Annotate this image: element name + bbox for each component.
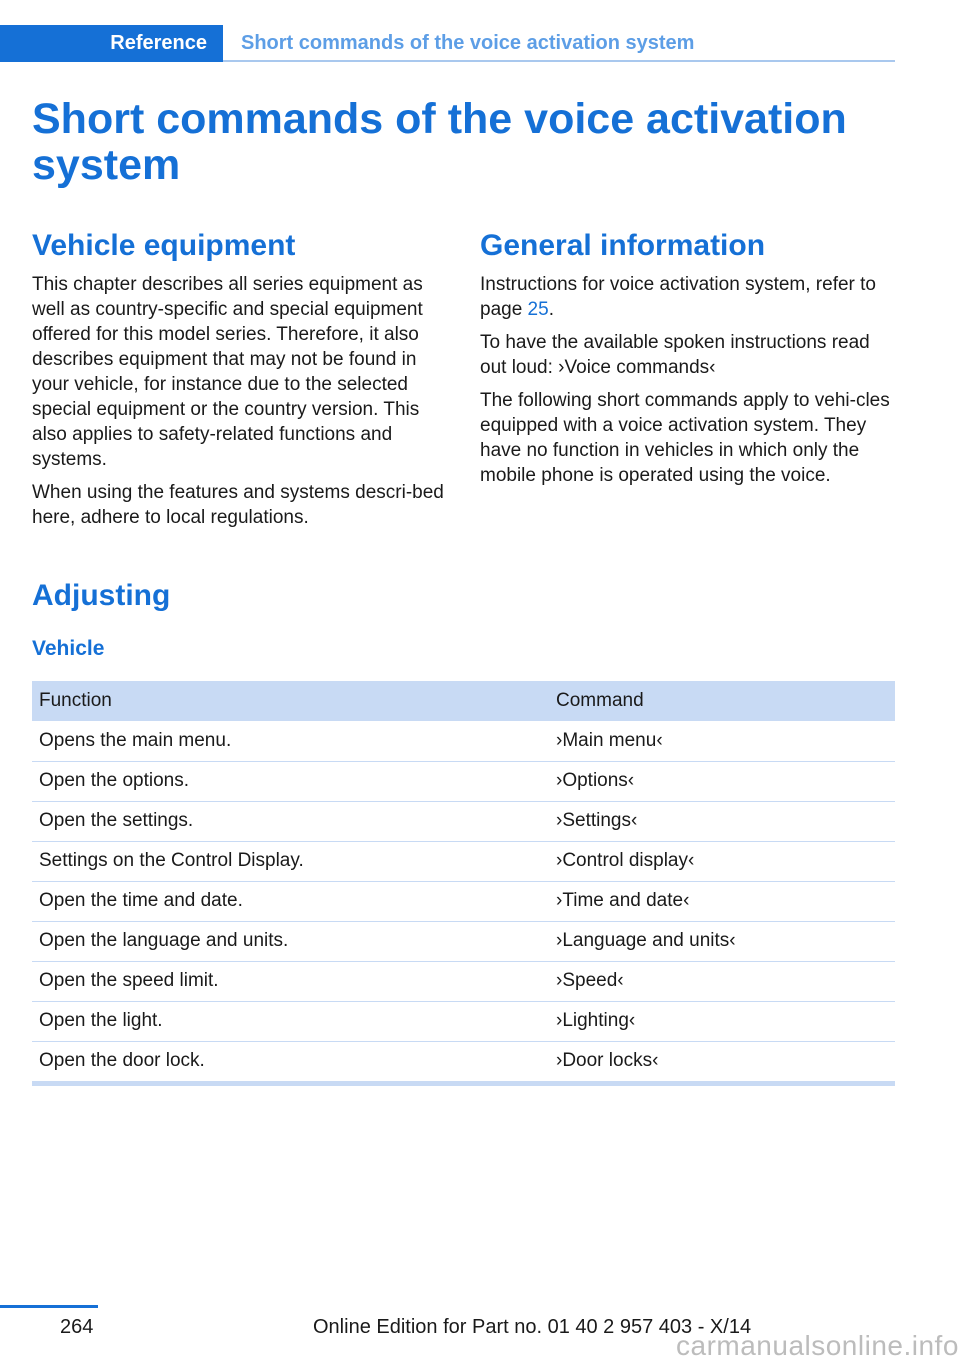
function-cell: Open the language and units. <box>32 921 549 961</box>
p1-end: . <box>548 299 554 320</box>
column-header-function: Function <box>32 681 549 721</box>
function-cell: Open the settings. <box>32 801 549 841</box>
function-cell: Open the door lock. <box>32 1041 549 1081</box>
command-cell: ›Settings‹ <box>549 801 895 841</box>
command-cell: ›Time and date‹ <box>549 881 895 921</box>
p1-text: Instructions for voice activation system, refer to page <box>480 274 876 320</box>
table-row <box>32 961 895 1001</box>
function-cell: Settings on the Control Display. <box>32 841 549 881</box>
table-row <box>32 841 895 881</box>
table-row <box>32 921 895 961</box>
table-row <box>32 881 895 921</box>
column-header-command: Command <box>549 681 895 721</box>
vehicle-subheading: Vehicle <box>32 637 105 660</box>
command-cell: ›Control display‹ <box>549 841 895 881</box>
header-rule <box>223 60 895 62</box>
vehicle-equipment-paragraph-2: When using the features and systems descri‐bed here, adhere to local regulations. <box>32 482 444 528</box>
page-link[interactable]: 25 <box>527 299 549 320</box>
command-cell: ›Options‹ <box>549 761 895 801</box>
general-information-paragraph-3: The following short commands apply to vehi‐cles equipped with a voice activation system. They have no function in vehicles in which only the mobile phone is operated using the voice. <box>480 390 890 486</box>
page-title: Short commands of the voice activation system <box>32 95 847 189</box>
command-cell: ›Language and units‹ <box>549 921 895 961</box>
section-tab[interactable]: Reference <box>0 25 223 62</box>
function-cell: Opens the main menu. <box>32 721 549 761</box>
function-cell: Open the speed limit. <box>32 961 549 1001</box>
breadcrumb[interactable]: Short commands of the voice activation system <box>241 32 695 54</box>
table-header-row <box>32 681 895 721</box>
command-cell: ›Speed‹ <box>549 961 895 1001</box>
table-row <box>32 761 895 801</box>
adjusting-heading: Adjusting <box>32 579 171 612</box>
function-cell: Open the time and date. <box>32 881 549 921</box>
table-row <box>32 721 895 761</box>
footer-rule <box>0 1305 98 1308</box>
page-number: 264 <box>60 1316 94 1338</box>
table-row <box>32 1001 895 1041</box>
page-header <box>0 0 960 62</box>
command-cell: ›Main menu‹ <box>549 721 895 761</box>
command-cell: ›Lighting‹ <box>549 1001 895 1041</box>
vehicle-equipment-paragraph-1: This chapter describes all series equipment as well as country-specific and special equipment offered for this model series. Therefore, it also describes equipment that may not be found in your vehicle, for instance due to the selected special equipment or the country version. This also applies to safety-related functions and systems. <box>32 274 423 470</box>
vehicle-equipment-heading: Vehicle equipment <box>32 229 296 262</box>
edition-note: Online Edition for Part no. 01 40 2 957 403 - X/14 <box>313 1316 752 1338</box>
table-row <box>32 1041 895 1081</box>
general-information-section <box>480 228 898 496</box>
general-information-heading: General information <box>480 229 766 262</box>
table-bottom-rule <box>32 1081 895 1086</box>
function-cell: Open the light. <box>32 1001 549 1041</box>
general-information-paragraph-1 <box>480 272 898 322</box>
commands-table <box>32 681 895 1082</box>
watermark: carmanualsonline.info <box>676 1330 959 1361</box>
vehicle-equipment-section <box>32 228 448 538</box>
table-row <box>32 801 895 841</box>
general-information-paragraph-2: To have the available spoken instructions read out loud: ›Voice commands‹ <box>480 332 870 378</box>
function-cell: Open the options. <box>32 761 549 801</box>
command-cell: ›Door locks‹ <box>549 1041 895 1081</box>
